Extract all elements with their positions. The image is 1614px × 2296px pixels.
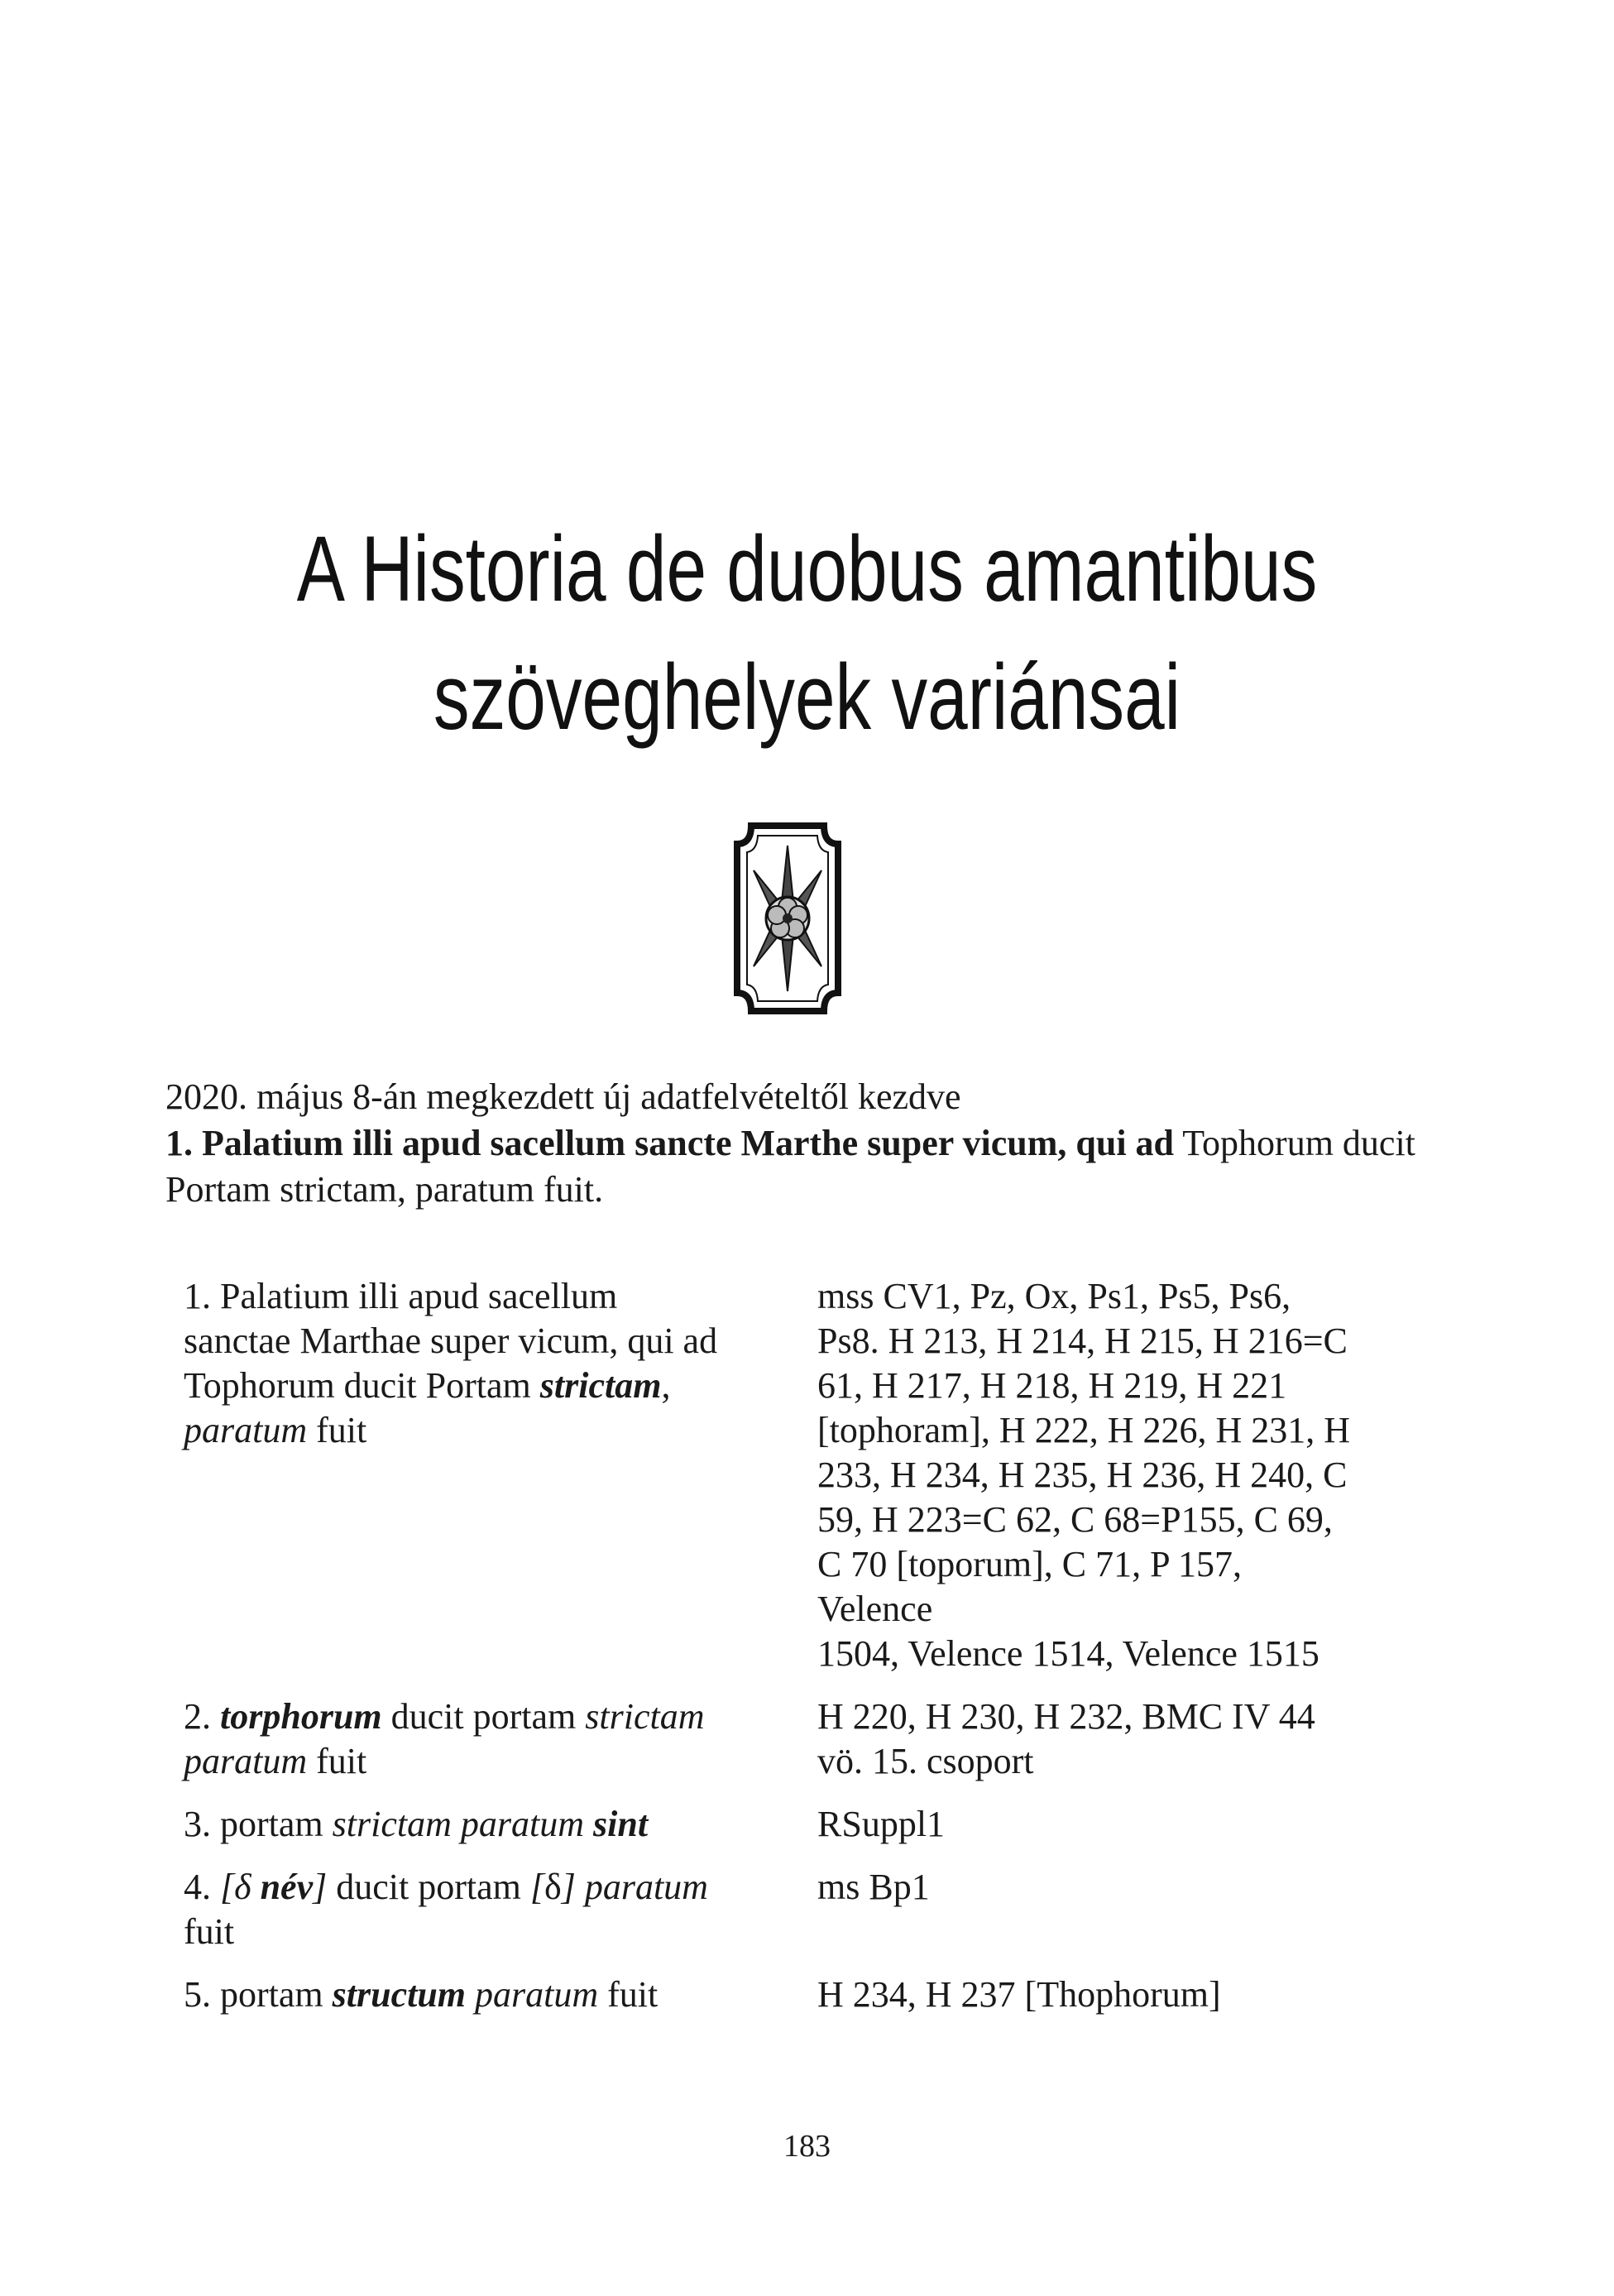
text-run: sanctae Marthae super vicum, qui ad — [184, 1321, 718, 1361]
text-run-bold-italic: structum — [332, 1974, 467, 2015]
page-title — [178, 505, 1437, 761]
text-run — [466, 1974, 475, 2015]
source-line: 1504, Velence 1514, Velence 1515 — [817, 1633, 1319, 1674]
source-line: 59, H 223=C 62, C 68=P155, C 69, — [817, 1499, 1333, 1540]
source-line: ms Bp1 — [817, 1867, 930, 1907]
variants-table — [165, 1274, 1456, 2035]
source-line: RSuppl1 — [817, 1804, 946, 1844]
text-run: δ — [544, 1867, 562, 1907]
passage-heading-line-2: Portam strictam, paratum fuit. — [165, 1169, 604, 1210]
source-line: vö. 15. csoport — [817, 1741, 1034, 1781]
variant-row — [165, 1274, 1456, 1676]
source-line: H 234, H 237 [Thophorum] — [817, 1974, 1221, 2015]
text-run: 3. portam — [184, 1804, 333, 1844]
variant-row — [165, 1802, 1456, 1847]
variant-text-line — [184, 1408, 769, 1453]
variant-text-line — [184, 1319, 769, 1364]
text-run-italic: ] — [561, 1867, 576, 1907]
text-run-italic: [δ — [220, 1867, 261, 1907]
source-line: Ps8. H 213, H 214, H 215, H 216=C — [817, 1321, 1348, 1361]
text-run: , — [661, 1365, 671, 1406]
text-run-italic: paratum — [184, 1741, 308, 1781]
text-run-italic: paratum — [184, 1410, 308, 1450]
page-number: 183 — [783, 2129, 831, 2164]
text-run: 1. Palatium illi apud sacellum — [184, 1276, 618, 1316]
title-line-2: szöveghelyek variánsai — [433, 645, 1181, 749]
variant-text — [165, 1694, 769, 1784]
passage-heading-bold: 1. Palatium illi apud sacellum sancte Marthe super vicum, qui ad — [165, 1123, 1175, 1163]
text-run-bold-italic: sint — [593, 1804, 649, 1844]
variant-text — [165, 1274, 769, 1676]
variant-text-line — [184, 1910, 769, 1954]
source-line: 233, H 234, H 235, H 236, H 240, C — [817, 1455, 1348, 1495]
text-run: 5. portam — [184, 1974, 333, 2015]
text-run-italic: [ — [529, 1867, 544, 1907]
text-run: fuit — [184, 1911, 235, 1952]
variant-text-line — [184, 1694, 769, 1739]
variant-row — [165, 1972, 1456, 2017]
text-run-italic: ] — [313, 1867, 328, 1907]
text-run: 4. — [184, 1867, 220, 1907]
variant-sources — [769, 1972, 1365, 2017]
intro-date-line: 2020. május 8-án megkezdett új adatfelvételtől kezdve — [165, 1076, 961, 1117]
source-line: 61, H 217, H 218, H 219, H 221 — [817, 1365, 1287, 1406]
variant-text — [165, 1865, 769, 1954]
passage-heading-rest: Tophorum ducit — [1174, 1123, 1415, 1163]
variant-sources — [769, 1694, 1365, 1784]
variant-text — [165, 1972, 769, 2017]
variant-text-line — [184, 1364, 769, 1408]
variant-text — [165, 1802, 769, 1847]
text-run-italic: paratum — [475, 1974, 599, 2015]
text-run-italic: paratum — [584, 1867, 708, 1907]
variant-row — [165, 1865, 1456, 1954]
source-line: H 220, H 230, H 232, BMC IV 44 — [817, 1696, 1315, 1737]
variant-text-line — [184, 1865, 769, 1910]
text-run: Tophorum ducit Portam — [184, 1365, 540, 1406]
title-line-1: A Historia de duobus amantibus — [296, 517, 1318, 621]
text-run-italic: strictam paratum — [332, 1804, 584, 1844]
text-run-bold-italic: strictam — [539, 1365, 662, 1406]
variant-sources — [769, 1274, 1365, 1676]
passage-heading — [165, 1120, 1456, 1167]
text-run: fuit — [307, 1741, 367, 1781]
variant-text-line — [184, 1739, 769, 1784]
text-run: 2. — [184, 1696, 220, 1737]
variant-sources — [769, 1865, 1365, 1954]
text-run — [576, 1867, 585, 1907]
compass-star-ornament-icon — [730, 819, 845, 1018]
intro-text — [165, 1074, 1456, 1213]
variant-row — [165, 1694, 1456, 1784]
variant-sources — [769, 1802, 1365, 1847]
text-run-italic: strictam — [585, 1696, 705, 1737]
variant-text-line — [184, 1972, 769, 2017]
variant-text-line — [184, 1802, 769, 1847]
text-run-bold-italic: torphorum — [220, 1696, 382, 1737]
text-run: fuit — [598, 1974, 659, 2015]
source-line: [tophoram], H 222, H 226, H 231, H — [817, 1410, 1351, 1450]
source-line: mss CV1, Pz, Ox, Ps1, Ps5, Ps6, — [817, 1276, 1291, 1316]
text-run: ducit portam — [327, 1867, 530, 1907]
text-run: ducit portam — [381, 1696, 586, 1737]
text-run-bold-italic: név — [260, 1867, 314, 1907]
source-line: C 70 [toporum], C 71, P 157, Velence — [817, 1544, 1242, 1629]
text-run — [584, 1804, 593, 1844]
text-run: fuit — [307, 1410, 367, 1450]
variant-text-line — [184, 1274, 769, 1319]
